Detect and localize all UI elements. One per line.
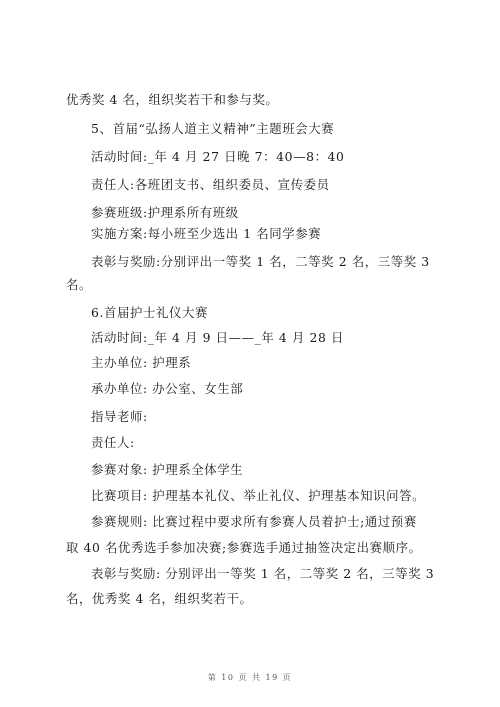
- text-line: 主办单位: 护理系: [91, 355, 192, 370]
- text-line: 表彰与奖励: 分别评出一等奖 1 名，二等奖 2 名，三等奖 3: [91, 566, 435, 581]
- text-line: 参赛班级:护理系所有班级: [91, 205, 239, 220]
- text-line: 实施方案:每小班至少选出 1 名同学参赛: [91, 226, 322, 241]
- page-number-footer: 第 10 页 共 19 页: [207, 673, 293, 682]
- text-line: 责任人:各班团支书、组织委员、宣传委员: [91, 177, 330, 192]
- text-line: 指导老师:: [91, 409, 148, 424]
- text-line: 取 40 名优秀选手参加决赛;参赛选手通过抽签决定出赛顺序。: [66, 540, 422, 555]
- text-line: 表彰与奖励:分别评出一等奖 1 名，二等奖 2 名，三等奖 3: [91, 254, 430, 269]
- text-line: 活动时间:_年 4 月 27 日晚 7：40—8：40: [91, 149, 345, 164]
- section-heading: 6.首届护士礼仪大赛: [91, 305, 208, 320]
- text-line: 责任人:: [91, 435, 135, 450]
- text-line: 名。: [66, 277, 92, 292]
- section-heading: 5、首届“弘扬人道主义精神”主题班会大赛: [91, 121, 335, 136]
- text-line: 承办单位: 办公室、女生部: [91, 381, 244, 396]
- text-line: 活动时间:_年 4 月 9 日——_年 4 月 28 日: [91, 330, 344, 345]
- text-line: 名，优秀奖 4 名，组织奖若干。: [66, 591, 253, 606]
- text-line: 优秀奖 4 名，组织奖若干和参与奖。: [66, 92, 279, 107]
- text-line: 比赛项目: 护理基本礼仪、举止礼仪、护理基本知识问答。: [91, 488, 426, 503]
- text-line: 参赛规则: 比赛过程中要求所有参赛人员着护士;通过预赛: [91, 514, 417, 529]
- text-line: 参赛对象: 护理系全体学生: [91, 462, 244, 477]
